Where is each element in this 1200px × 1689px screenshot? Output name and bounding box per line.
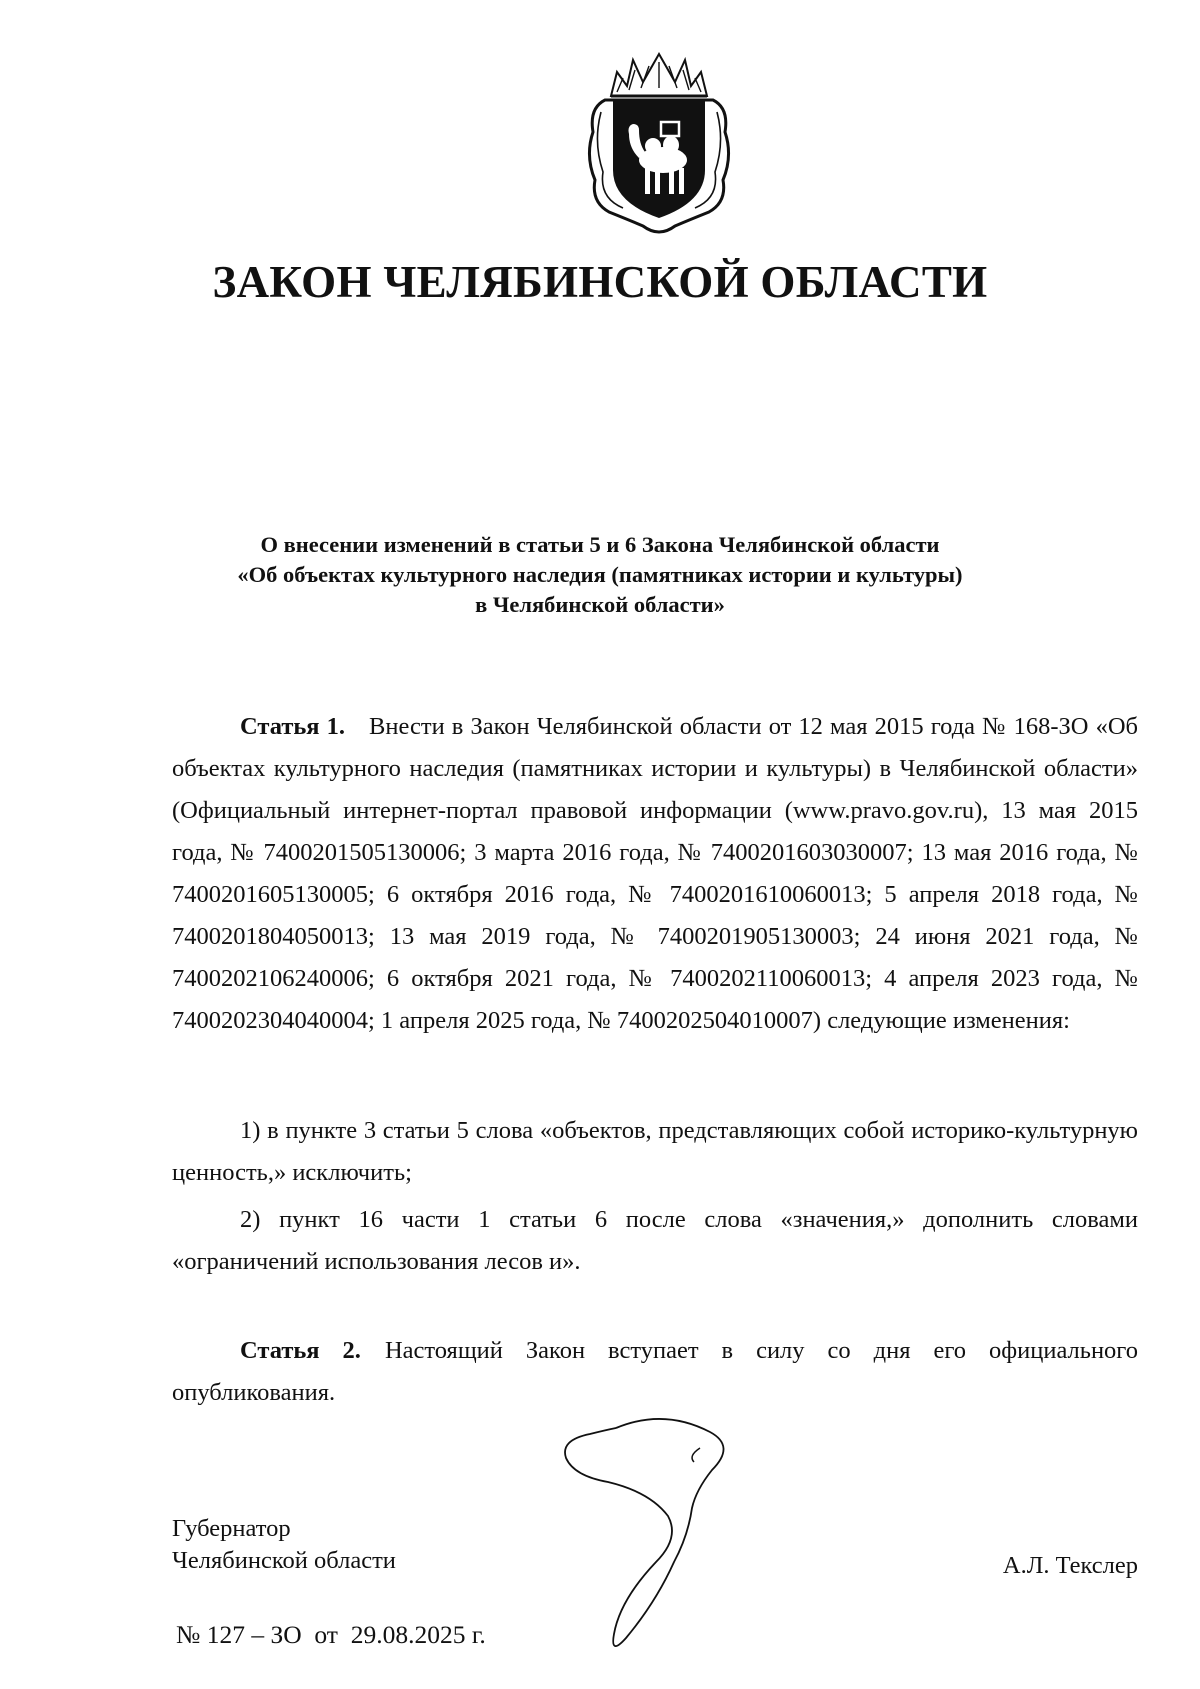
- crown-icon: [611, 54, 707, 96]
- article-2-text: Настоящий Закон вступает в силу со дня его официального опубликования.: [172, 1337, 1138, 1406]
- article-1-item-2: 2) пункт 16 части 1 статьи 6 после слова «значения,» дополнить словами «ограничений использования лесов и».: [172, 1206, 1138, 1275]
- signatory-position-line-2: Челябинской области: [172, 1547, 396, 1574]
- article-1-label: Статья 1.: [240, 713, 346, 740]
- document-heading: ЗАКОН ЧЕЛЯБИНСКОЙ ОБЛАСТИ: [212, 257, 988, 307]
- article-1-text: Внести в Закон Челябинской области от 12 мая 2015 года № 168-ЗО «Об объектах культурного наследия (памятниках истории и культуры) в Челябинской области» (Официальный интернет-портал правовой информации (www.pravo.gov.ru), 13 мая 2015 года, № 7400201505130006; 3 марта 2016 года, № 7400201603030007; 13 мая 2016 года, № 7400201605130005; 6 октября 2016 года, № 7400201610060013; 5 апреля 2018 года, № 7400201804050013; 13 мая 2019 года, № 7400201905130003; 24 июня 2021 года, № 7400202106240006; 6 октября 2021 года, № 7400202110060013; 4 апреля 2023 года, № 7400202304040004; 1 апреля 2025 года, № 7400202504010007) следующие изменения:: [172, 713, 1138, 1034]
- law-title-line-3: в Челябинской области»: [475, 592, 725, 617]
- law-title: [150, 530, 1050, 620]
- signatory-name: А.Л. Текслер: [1002, 1552, 1138, 1579]
- law-title-line-1: О внесении изменений в статьи 5 и 6 Закона Челябинской области: [260, 532, 940, 557]
- signatory-position-line-1: Губернатор: [172, 1515, 291, 1542]
- law-title-line-2: «Об объектах культурного наследия (памятниках истории и культуры): [237, 562, 963, 587]
- article-2-label: Статья 2.: [240, 1337, 361, 1364]
- law-number-date: № 127 – ЗО от 29.08.2025 г.: [176, 1620, 486, 1649]
- article-1: [172, 706, 1138, 1042]
- signature-icon: [560, 1412, 792, 1657]
- article-2: [172, 1330, 1138, 1414]
- signatory-position: [172, 1513, 396, 1577]
- article-1-item-1: 1) в пункте 3 статьи 5 слова «объектов, представляющих собой историко-культурную ценность,» исключить;: [172, 1117, 1138, 1186]
- coat-of-arms-icon: [583, 52, 735, 238]
